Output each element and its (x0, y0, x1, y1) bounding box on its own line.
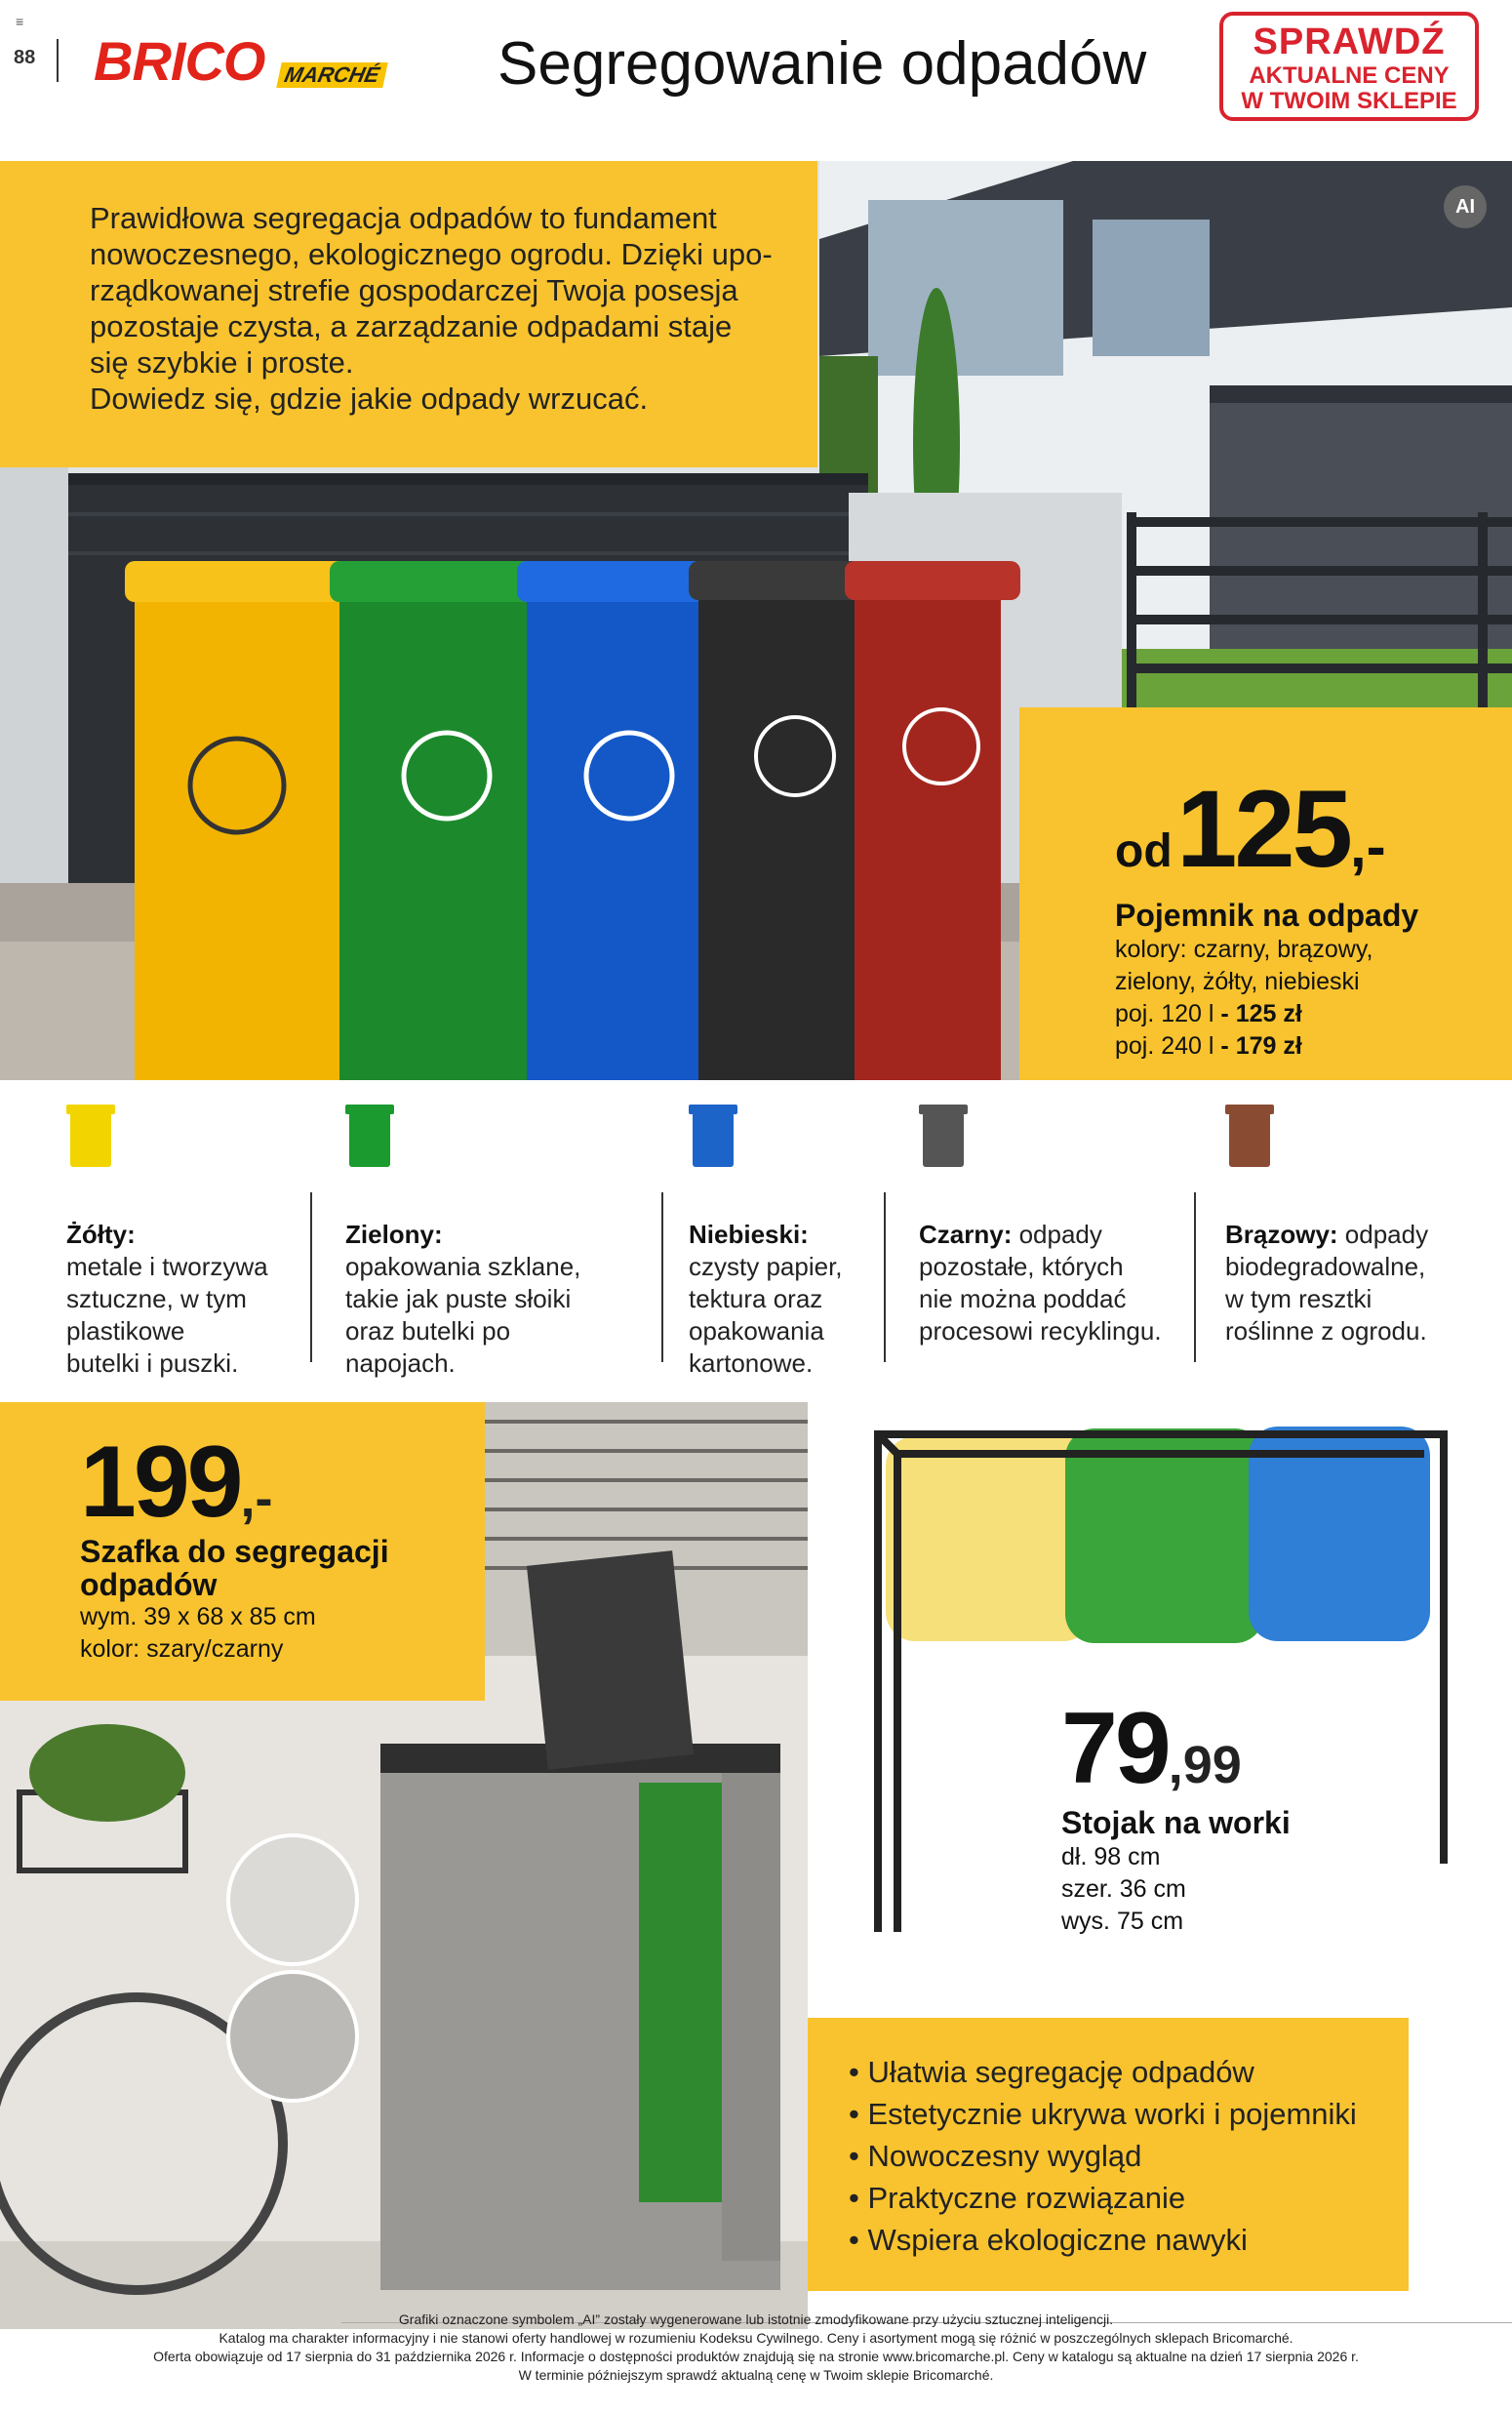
check-prices-badge[interactable] (1219, 12, 1479, 121)
legend-yellow (66, 1103, 339, 1380)
variant-240 (1115, 1030, 1512, 1063)
footer-line: W terminie późniejszym sprawdź aktualną cenę w Twoim sklepie Bricomarché. (518, 2367, 994, 2383)
legend-line: kartonowe. (689, 1348, 814, 1378)
intro-line: pozostaje czysta, a zarządzanie odpadami staje (90, 309, 733, 343)
legend-brown (1225, 1103, 1498, 1347)
legend-name: Brązowy: (1225, 1220, 1338, 1249)
intro-box (0, 161, 817, 467)
price-main: 79 (1061, 1692, 1169, 1805)
price-suffix: ,- (1349, 814, 1386, 879)
intro-line: rządkowanej strefie gospodarczej Twoja posesja (90, 273, 738, 307)
legend-line: roślinne z ogrodu. (1225, 1316, 1427, 1346)
price-main: 199 (80, 1426, 241, 1539)
price-suffix: ,- (240, 1469, 273, 1528)
product-cabinet-price-box[interactable] (0, 1402, 485, 1701)
product-name-line: odpadów (80, 1567, 218, 1602)
price-line (1061, 1692, 1291, 1805)
legend-name: Czarny: (919, 1220, 1013, 1249)
page-number: 88 (14, 47, 36, 68)
legend-line: plastikowe (66, 1316, 185, 1346)
legend-line: procesowi recyklingu. (919, 1316, 1162, 1346)
legend-line: oraz butelki po napojach. (345, 1316, 511, 1378)
variant-label: poj. 120 l (1115, 1000, 1214, 1027)
product-desc: zielony, żółty, niebieski (1115, 968, 1360, 995)
legend-line: pozostałe, których (919, 1252, 1124, 1281)
product-bag-stand-price[interactable] (1061, 1692, 1291, 1938)
product-name: Stojak na worki (1061, 1805, 1291, 1840)
product-name-line: Szafka do segregacji (80, 1534, 389, 1569)
intro-line: się szybkie i proste. (90, 345, 354, 380)
feature-item: • Wspiera ekologiczne nawyki (849, 2223, 1248, 2257)
feature-item: • Praktyczne rozwiązanie (849, 2181, 1186, 2215)
legend-line: tektura oraz (689, 1284, 823, 1313)
intro-line: Dowiedz się, gdzie jakie odpady wrzucać. (90, 382, 649, 416)
legend-line: nie można poddać (919, 1284, 1127, 1313)
product-desc: szer. 36 cm (1061, 1875, 1186, 1903)
legend-line: w tym resztki (1225, 1284, 1373, 1313)
legend-divider (310, 1192, 312, 1362)
variant-120 (1115, 998, 1512, 1030)
logo-brico: BRICO (94, 30, 265, 92)
legend-line: opakowania szklane, (345, 1252, 581, 1281)
black-bin-icon (919, 1103, 968, 1171)
product-desc: dł. 98 cm (1061, 1843, 1161, 1870)
footer-disclaimer (0, 2311, 1512, 2385)
legend-line: sztuczne, w tym (66, 1284, 247, 1313)
legend-name: Zielony: (345, 1220, 443, 1249)
legend-line: opakowania (689, 1316, 824, 1346)
page-title: Segregowanie odpadów (497, 30, 1147, 98)
yellow-bin-icon (66, 1103, 115, 1171)
legend-divider (884, 1192, 886, 1362)
product-desc: wym. 39 x 68 x 85 cm (80, 1603, 316, 1630)
footer-line: Oferta obowiązuje od 17 sierpnia do 31 października 2026 r. Informacje o dostępności produktów znajdują się na stronie www.bricomarche.pl. Ceny w katalogu są aktualne na dzień 17 sierpnia 2026 r. (153, 2349, 1359, 2364)
product-bin-price-box[interactable] (1019, 707, 1512, 1080)
legend-green (345, 1103, 618, 1380)
bricomarche-logo[interactable] (94, 29, 406, 98)
footer-line: Katalog ma charakter informacyjny i nie stanowi oferty handlowej w rozumieniu Kodeksu Cywilnego. Ceny i asortyment mogą się różnić w poszczególnych sklepach Bricomarché. (219, 2330, 1293, 2346)
legend-name: Niebieski: (689, 1220, 809, 1249)
legend-line: biodegradowalne, (1225, 1252, 1426, 1281)
features-box (808, 2018, 1409, 2291)
variant-price: - 125 zł (1220, 1000, 1302, 1027)
intro-line: nowoczesnego, ekologicznego ogrodu. Dzięki upo- (90, 237, 773, 271)
product-name: Pojemnik na odpady (1115, 898, 1419, 933)
legend-divider (661, 1192, 663, 1362)
logo-marche: MARCHÉ (276, 62, 387, 88)
feature-item: • Nowoczesny wygląd (849, 2139, 1142, 2173)
price-line (80, 1426, 485, 1539)
badge-line-2: AKTUALNE CENY (1249, 62, 1450, 89)
price-line (1115, 766, 1512, 892)
feature-item: • Estetycznie ukrywa worki i pojemniki (849, 2097, 1357, 2131)
variant-price: - 179 zł (1220, 1032, 1302, 1060)
header-divider (57, 39, 59, 82)
badge-line-3: W TWOIM SKLEPIE (1241, 88, 1457, 114)
product-desc: kolory: czarny, brązowy, (1115, 936, 1373, 963)
brown-bin-icon (1225, 1103, 1274, 1171)
badge-line-1: SPRAWDŹ (1253, 21, 1446, 62)
legend-line: metale i tworzywa (66, 1252, 268, 1281)
green-bin-icon (345, 1103, 394, 1171)
menu-icon[interactable]: ≡ (16, 14, 24, 29)
legend-line: czysty papier, (689, 1252, 843, 1281)
legend-name: Żółty: (66, 1220, 136, 1249)
price-main: 125 (1176, 768, 1350, 890)
variant-label: poj. 240 l (1115, 1032, 1214, 1060)
legend-line: takie jak puste słoiki (345, 1284, 572, 1313)
legend-text: odpady (1337, 1220, 1429, 1249)
ai-badge: AI (1444, 185, 1487, 228)
price-prefix: od (1115, 825, 1173, 877)
feature-item: • Ułatwia segregację odpadów (849, 2055, 1254, 2089)
legend-black (919, 1103, 1212, 1347)
legend-text: odpady (1012, 1220, 1102, 1249)
blue-bin-icon (689, 1103, 737, 1171)
legend-line: butelki i puszki. (66, 1348, 239, 1378)
footer-line: Grafiki oznaczone symbolem „AI” zostały wygenerowane lub istotnie zmodyfikowane przy użyciu sztucznej inteligencji. (398, 2312, 1114, 2327)
product-desc: kolor: szary/czarny (80, 1635, 284, 1663)
product-name (80, 1535, 485, 1601)
product-desc: wys. 75 cm (1061, 1908, 1184, 1935)
intro-line: Prawidłowa segregacja odpadów to fundament (90, 201, 717, 235)
legend-divider (1194, 1192, 1196, 1362)
price-suffix: ,99 (1168, 1736, 1242, 1794)
